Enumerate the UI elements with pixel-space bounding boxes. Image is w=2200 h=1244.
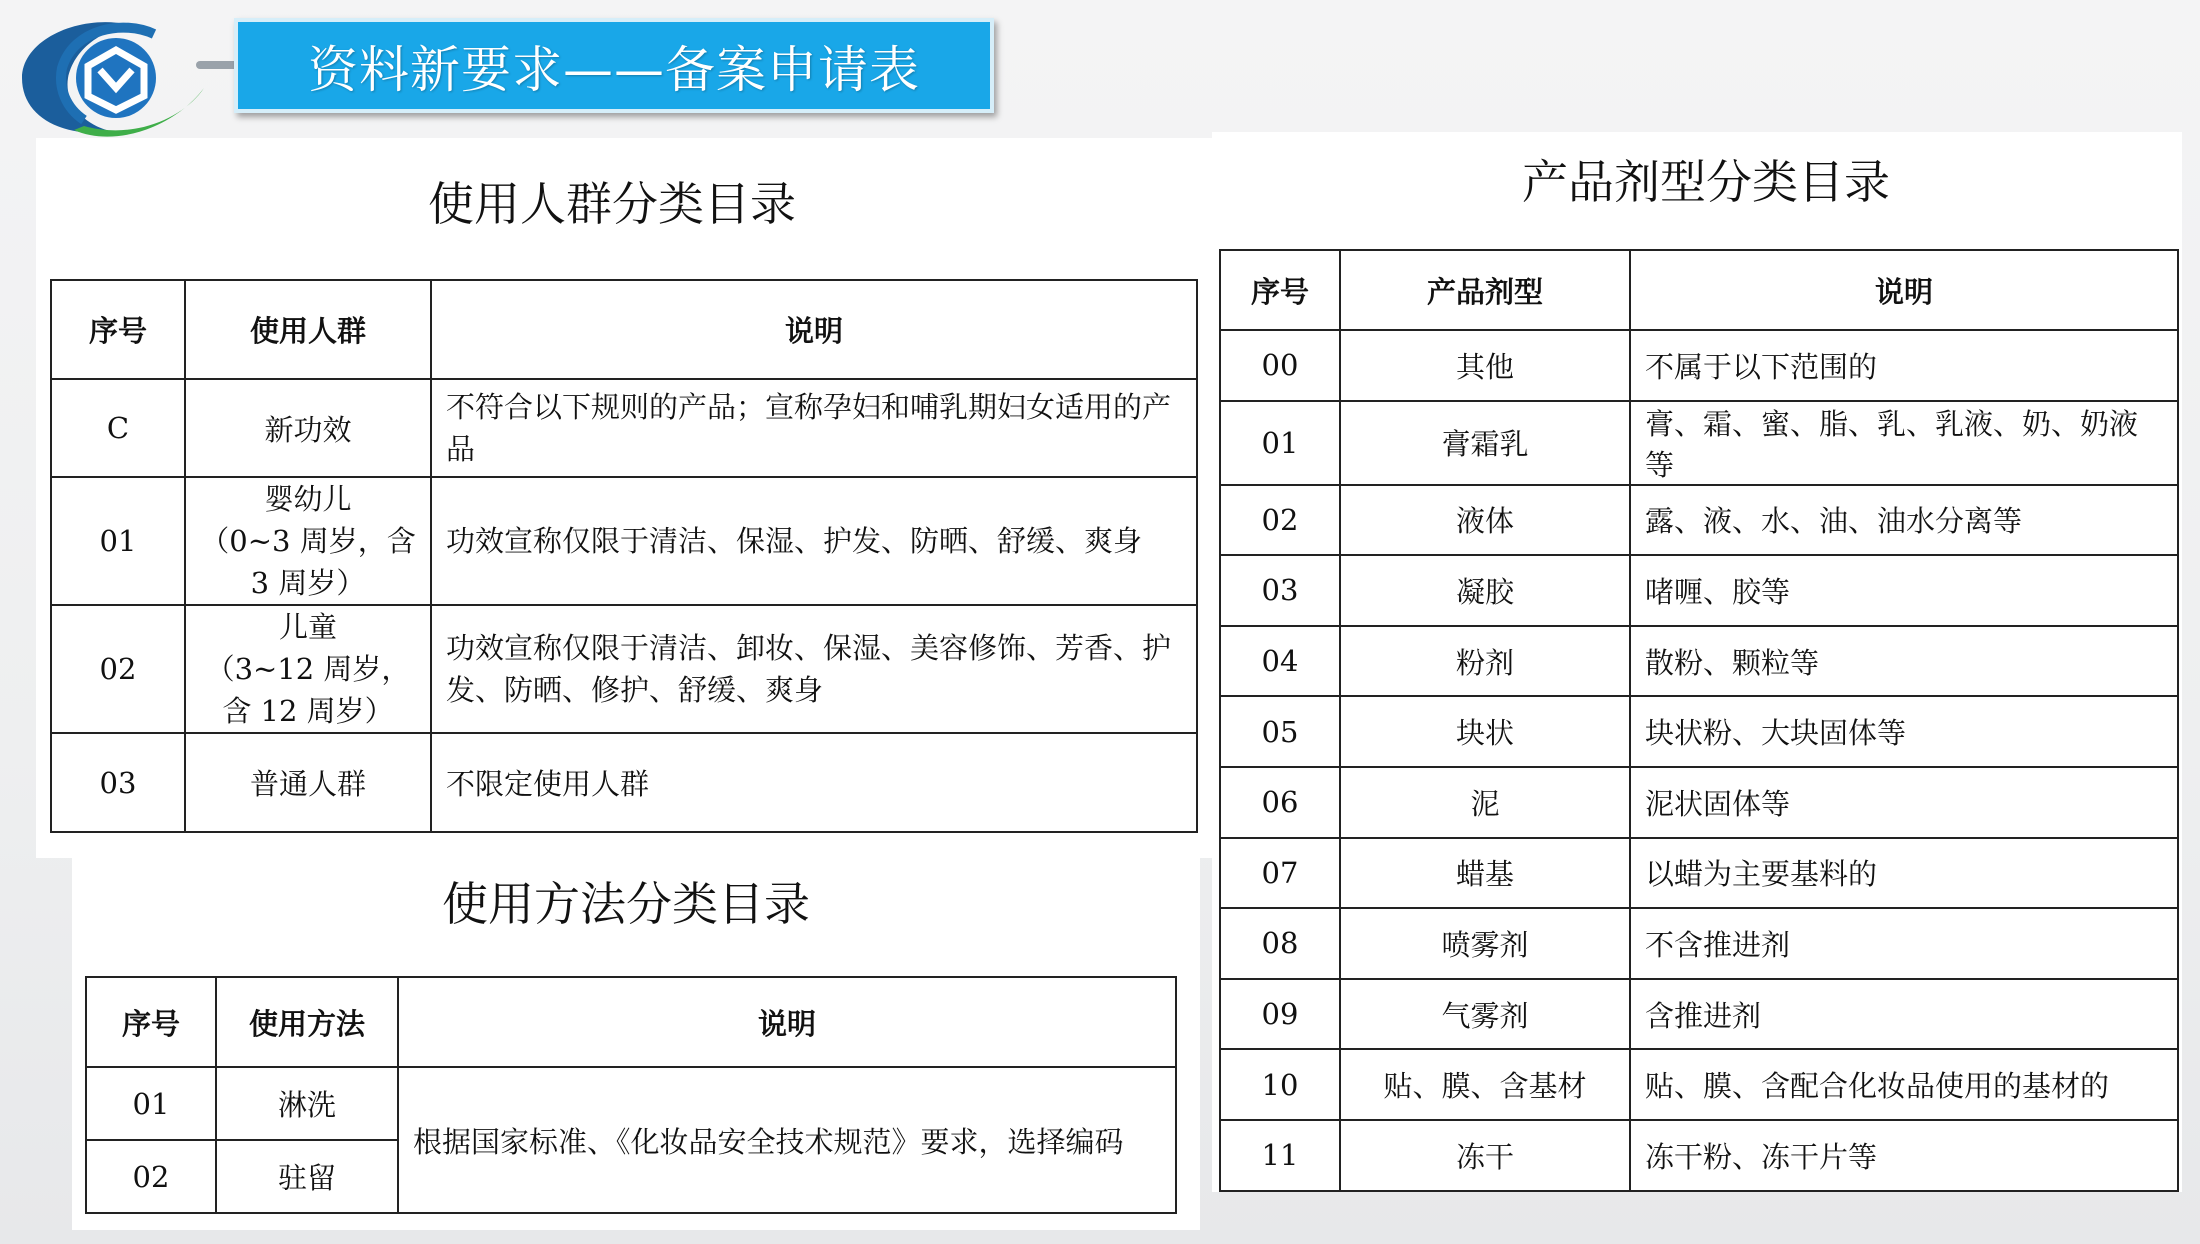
row-code: 05 (1220, 696, 1340, 767)
table-row (86, 1067, 1176, 1140)
table-row (51, 605, 1197, 733)
row-desc: 不含推进剂 (1630, 908, 2178, 979)
row-code: 02 (86, 1140, 216, 1213)
group-line: （3~12 周岁， (205, 652, 411, 686)
column-header: 序号 (51, 280, 185, 379)
row-group (185, 477, 431, 605)
row-code: 03 (51, 733, 185, 832)
group-line: 儿童 (278, 610, 337, 644)
row-code: 00 (1220, 330, 1340, 401)
row-desc: 散粉、颗粒等 (1630, 626, 2178, 697)
dosage-table-title: 产品剂型分类目录 (1522, 155, 1890, 209)
table-row (1220, 330, 2178, 401)
method-table-title: 使用方法分类目录 (442, 877, 810, 931)
row-desc: 冻干粉、冻干片等 (1630, 1120, 2178, 1191)
table-row (51, 477, 1197, 605)
row-code: 04 (1220, 626, 1340, 697)
row-form: 其他 (1340, 330, 1630, 401)
table-row (1220, 696, 2178, 767)
row-desc: 贴、膜、含配合化妆品使用的基材的 (1630, 1049, 2178, 1120)
row-code: 09 (1220, 979, 1340, 1050)
row-code: 03 (1220, 555, 1340, 626)
population-table (50, 279, 1198, 833)
column-header: 序号 (86, 977, 216, 1067)
table-header-row (86, 977, 1176, 1067)
row-desc: 功效宣称仅限于清洁、保湿、护发、防晒、舒缓、爽身 (431, 477, 1197, 605)
table-row (1220, 401, 2178, 485)
row-desc: 不属于以下范围的 (1630, 330, 2178, 401)
dosage-table (1219, 249, 2179, 1192)
table-row (1220, 1120, 2178, 1191)
row-form: 泥 (1340, 767, 1630, 838)
table-row (51, 733, 1197, 832)
table-row (1220, 485, 2178, 556)
column-header: 说明 (431, 280, 1197, 379)
population-table-title: 使用人群分类目录 (428, 177, 796, 231)
row-desc: 块状粉、大块固体等 (1630, 696, 2178, 767)
table-header-row (1220, 250, 2178, 330)
shared-desc: 根据国家标准、《化妆品安全技术规范》要求，选择编码 (398, 1067, 1176, 1213)
row-code: 02 (51, 605, 185, 733)
column-header: 产品剂型 (1340, 250, 1630, 330)
group-line: 婴幼儿 (264, 482, 352, 516)
header-banner (234, 18, 994, 113)
row-form: 气雾剂 (1340, 979, 1630, 1050)
row-method: 淋洗 (216, 1067, 398, 1140)
row-desc: 不限定使用人群 (431, 733, 1197, 832)
group-line: 含 12 周岁） (222, 694, 394, 728)
table-row (1220, 1049, 2178, 1120)
row-desc: 泥状固体等 (1630, 767, 2178, 838)
row-code: 01 (86, 1067, 216, 1140)
table-header-row (51, 280, 1197, 379)
row-desc: 啫喱、胶等 (1630, 555, 2178, 626)
header-title: 资料新要求——备案申请表 (308, 40, 920, 99)
row-group: 新功效 (185, 379, 431, 477)
row-desc: 膏、霜、蜜、脂、乳、乳液、奶、奶液等 (1630, 401, 2178, 485)
row-form: 冻干 (1340, 1120, 1630, 1191)
column-header: 说明 (1630, 250, 2178, 330)
row-form: 块状 (1340, 696, 1630, 767)
row-form: 粉剂 (1340, 626, 1630, 697)
row-code: 06 (1220, 767, 1340, 838)
table-row (1220, 838, 2178, 909)
row-desc: 以蜡为主要基料的 (1630, 838, 2178, 909)
column-header: 使用人群 (185, 280, 431, 379)
row-code: 02 (1220, 485, 1340, 556)
row-code: C (51, 379, 185, 477)
row-desc: 功效宣称仅限于清洁、卸妆、保湿、美容修饰、芳香、护发、防晒、修护、舒缓、爽身 (431, 605, 1197, 733)
row-method: 驻留 (216, 1140, 398, 1213)
column-header: 序号 (1220, 250, 1340, 330)
table-row (1220, 767, 2178, 838)
group-line: 3 周岁） (250, 566, 366, 600)
method-table (85, 976, 1177, 1214)
row-desc: 含推进剂 (1630, 979, 2178, 1050)
row-form: 液体 (1340, 485, 1630, 556)
row-form: 喷雾剂 (1340, 908, 1630, 979)
row-desc: 露、液、水、油、油水分离等 (1630, 485, 2178, 556)
table-row (1220, 555, 2178, 626)
row-desc: 不符合以下规则的产品；宣称孕妇和哺乳期妇女适用的产品 (431, 379, 1197, 477)
row-form: 蜡基 (1340, 838, 1630, 909)
row-code: 01 (1220, 401, 1340, 485)
group-line: （0~3 周岁，含 (200, 524, 416, 558)
row-code: 07 (1220, 838, 1340, 909)
row-group (185, 605, 431, 733)
row-form: 贴、膜、含基材 (1340, 1049, 1630, 1120)
column-header: 说明 (398, 977, 1176, 1067)
row-code: 11 (1220, 1120, 1340, 1191)
table-row (1220, 626, 2178, 697)
row-code: 10 (1220, 1049, 1340, 1120)
row-form: 膏霜乳 (1340, 401, 1630, 485)
row-group: 普通人群 (185, 733, 431, 832)
row-code: 08 (1220, 908, 1340, 979)
row-code: 01 (51, 477, 185, 605)
column-header: 使用方法 (216, 977, 398, 1067)
table-row (1220, 979, 2178, 1050)
company-logo (4, 8, 214, 148)
table-row (51, 379, 1197, 477)
row-form: 凝胶 (1340, 555, 1630, 626)
table-row (1220, 908, 2178, 979)
